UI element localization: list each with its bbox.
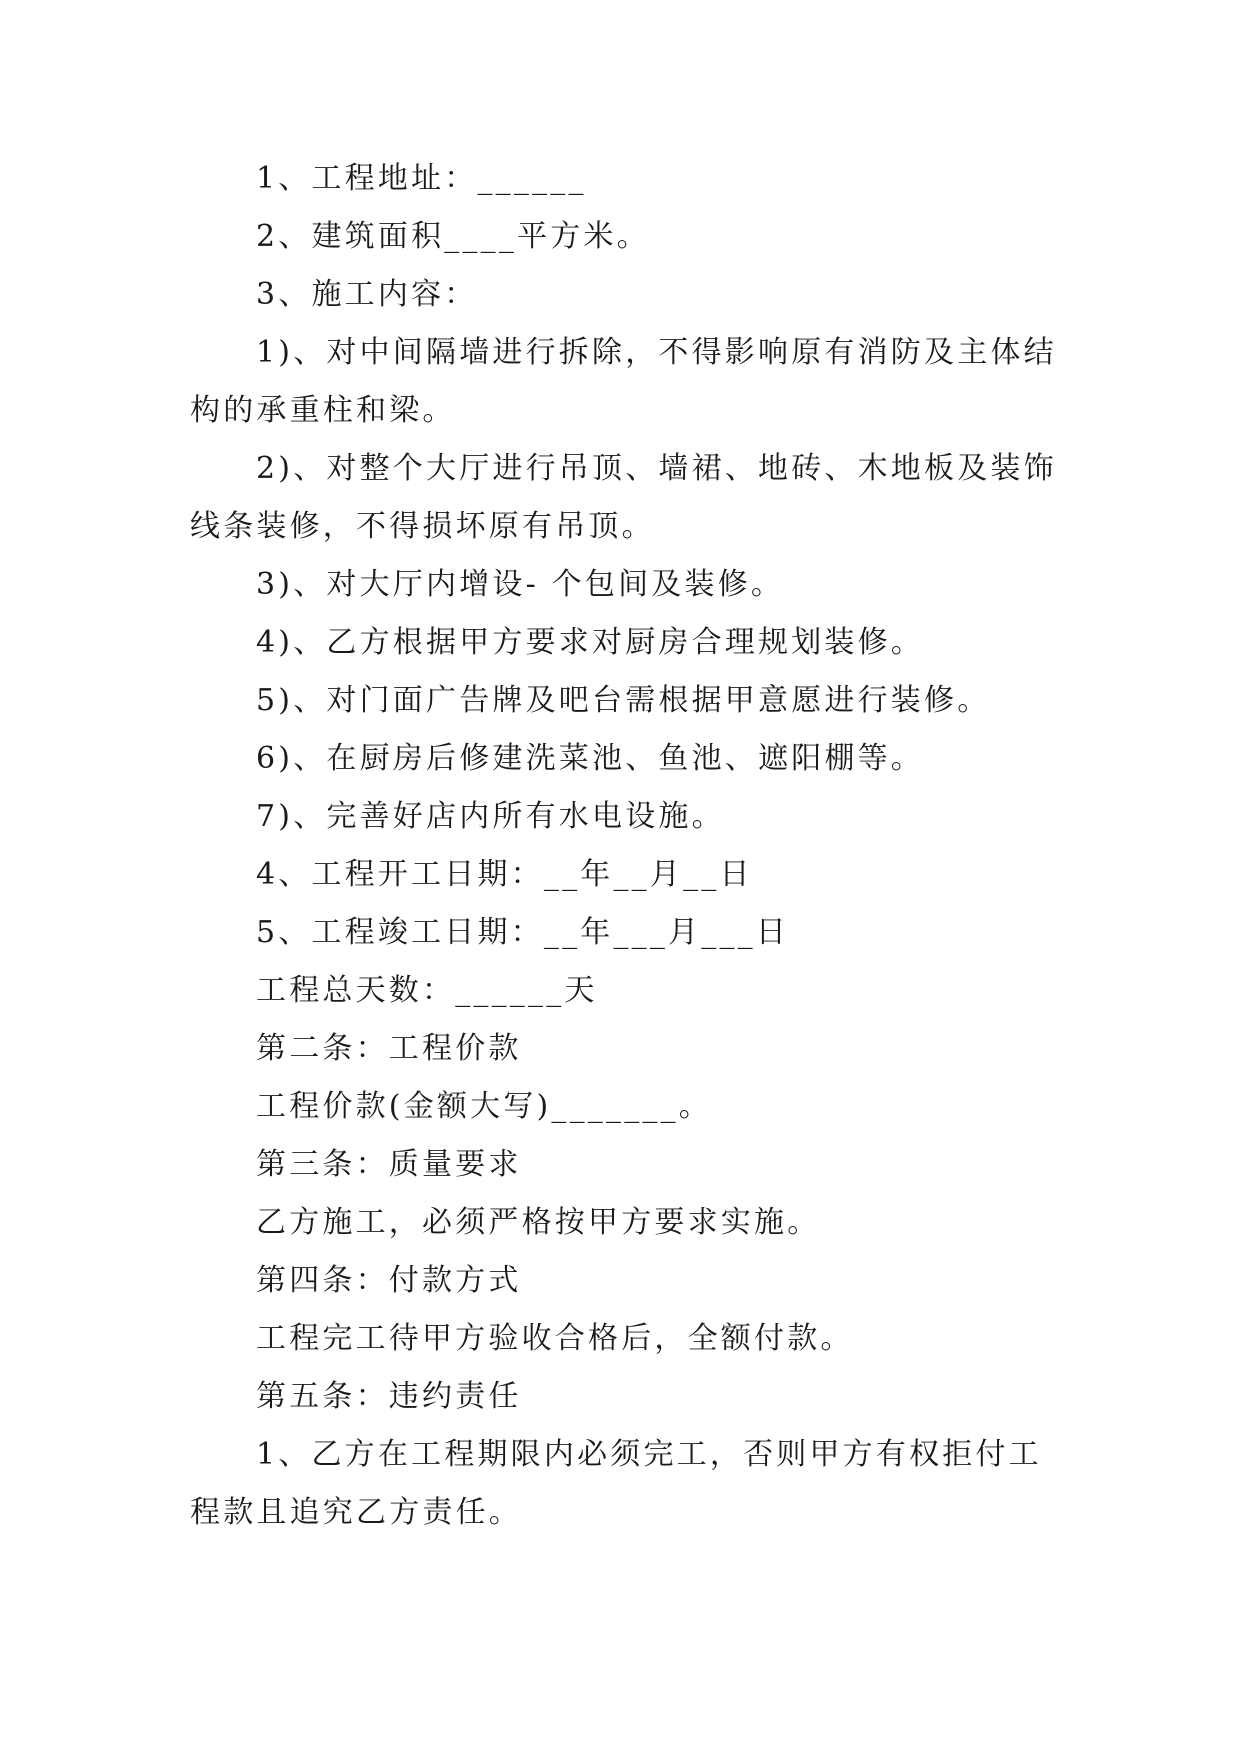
paragraph-item-7: 7)、完善好店内所有水电设施。 (256, 799, 725, 834)
paragraph-quality: 乙方施工，必须严格按甲方要求实施。 (256, 1205, 821, 1240)
paragraph-item-3: 3)、对大厅内增设- 个包间及装修。 (256, 567, 785, 602)
paragraph-item-2: 2)、对整个大厅进行吊顶、墙裙、地砖、木地板及装饰线条装修，不得损坏原有吊顶。 (190, 451, 1057, 544)
paragraph-item-6: 6)、在厨房后修建洗菜池、鱼池、遮阳棚等。 (256, 741, 924, 776)
paragraph-completion-date: 5、工程竣工日期：__年___月___日 (256, 915, 790, 950)
heading-article-5: 第五条：违约责任 (256, 1379, 522, 1414)
paragraph-breach-1: 1、乙方在工程期限内必须完工，否则甲方有权拒付工程款且追究乙方责任。 (190, 1437, 1042, 1530)
paragraph-project-address: 1、工程地址：______ (256, 161, 587, 196)
paragraph-item-4: 4)、乙方根据甲方要求对厨房合理规划装修。 (256, 625, 924, 660)
paragraph-building-area: 2、建筑面积____平方米。 (256, 219, 650, 254)
document-page (190, 150, 1060, 1542)
paragraph-start-date: 4、工程开工日期：__年__月__日 (256, 857, 753, 892)
paragraph-item-1: 1)、对中间隔墙进行拆除，不得影响原有消防及主体结构的承重柱和梁。 (190, 335, 1057, 428)
paragraph-project-price: 工程价款(金额大写)_______。 (256, 1089, 713, 1124)
paragraph-payment: 工程完工待甲方验收合格后，全额付款。 (256, 1321, 854, 1356)
heading-article-3: 第三条：质量要求 (256, 1147, 522, 1182)
heading-article-4: 第四条：付款方式 (256, 1263, 522, 1298)
paragraph-total-days: 工程总天数：______天 (256, 973, 598, 1008)
heading-article-2: 第二条：工程价款 (256, 1031, 522, 1066)
paragraph-construction-content: 3、施工内容： (256, 277, 478, 312)
paragraph-item-5: 5)、对门面广告牌及吧台需根据甲意愿进行装修。 (256, 683, 991, 718)
